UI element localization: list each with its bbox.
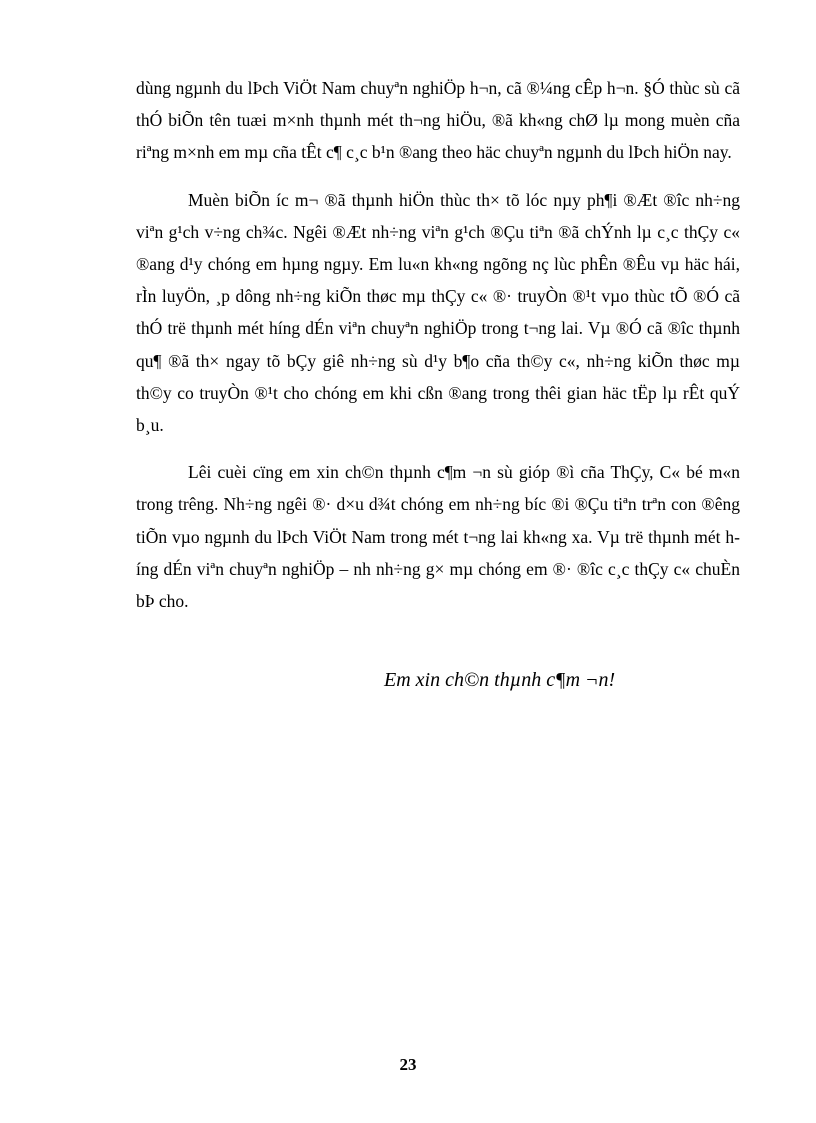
paragraph-teachers-foundation: Muèn biÕn íc m¬ ®ã thµnh hiÖn thùc th× tõ lóc nµy ph¶i ®Æt ®îc nh÷ng viªn g¹ch v÷ng ch¾c. Ngêi ®Æt nh÷ng viªn g¹ch ®Çu tiªn ®ã chÝnh lµ c¸c thÇy c« ®ang d¹y chóng em hµng ngµy. Em lu«n kh«ng ngõng nç lùc phÊn ®Êu vµ häc hái, rÌn luyÖn, ¸p dông nh÷ng kiÕn thøc mµ thÇy c« ®· truyÒn ®¹t vµo thùc tÕ ®Ó cã thÓ trë thµnh mét híng dÉn viªn chuyªn nghiÖp trong t¬ng lai. Vµ ®Ó cã ®îc thµnh qu¶ ®ã th× ngay tõ bÇy giê nh÷ng sù d¹y b¶o cña th©y c«, nh÷ng kiÕn thøc mµ th©y co truyÒn ®¹t cho chóng em khi cßn ®ang trong thêi gian häc tËp lµ rÊt quÝ b¸u. — [136, 189, 740, 436]
page-number: 23 — [399, 1055, 417, 1074]
paragraph-final-thanks: Lêi cuèi cïng em xin ch©n thµnh c¶m ¬n sù gióp ®ì cña ThÇy, C« bé m«n trong trêng. Nh÷ng ngêi ®· d×u d¾t chóng em nh÷ng bíc ®i ®Çu tiªn trªn con ®êng tiÕn vµo ngµnh du lÞch ViÖt Nam trong mét t¬ng lai kh«ng xa. Vµ trë thµnh mét híng dÉn viªn chuyªn nghiÖp – nh nh÷ng g× mµ chóng em ®· ®îc c¸c thÇy c« chuÈn bÞ cho. — [136, 462, 740, 612]
paragraph-intro-continued: dùng ngµnh du lÞch ViÖt Nam chuyªn nghiÖp h¬n, cã ®¼ng cÊp h¬n. §Ó thùc sù cã thÓ biÕn tên tuæi m×nh thµnh mét th¬ng hiÖu, ®ã kh«ng chØ lµ mong muèn cña riªng m×nh em mµ cña tÊt c¶ c¸c b¹n ®ang theo häc chuyªn ngµnh du lÞch hiÖn nay. — [136, 78, 740, 163]
body-text — [136, 72, 740, 632]
closing-line: Em xin ch©n thµnh c¶m ¬n! — [384, 669, 616, 691]
